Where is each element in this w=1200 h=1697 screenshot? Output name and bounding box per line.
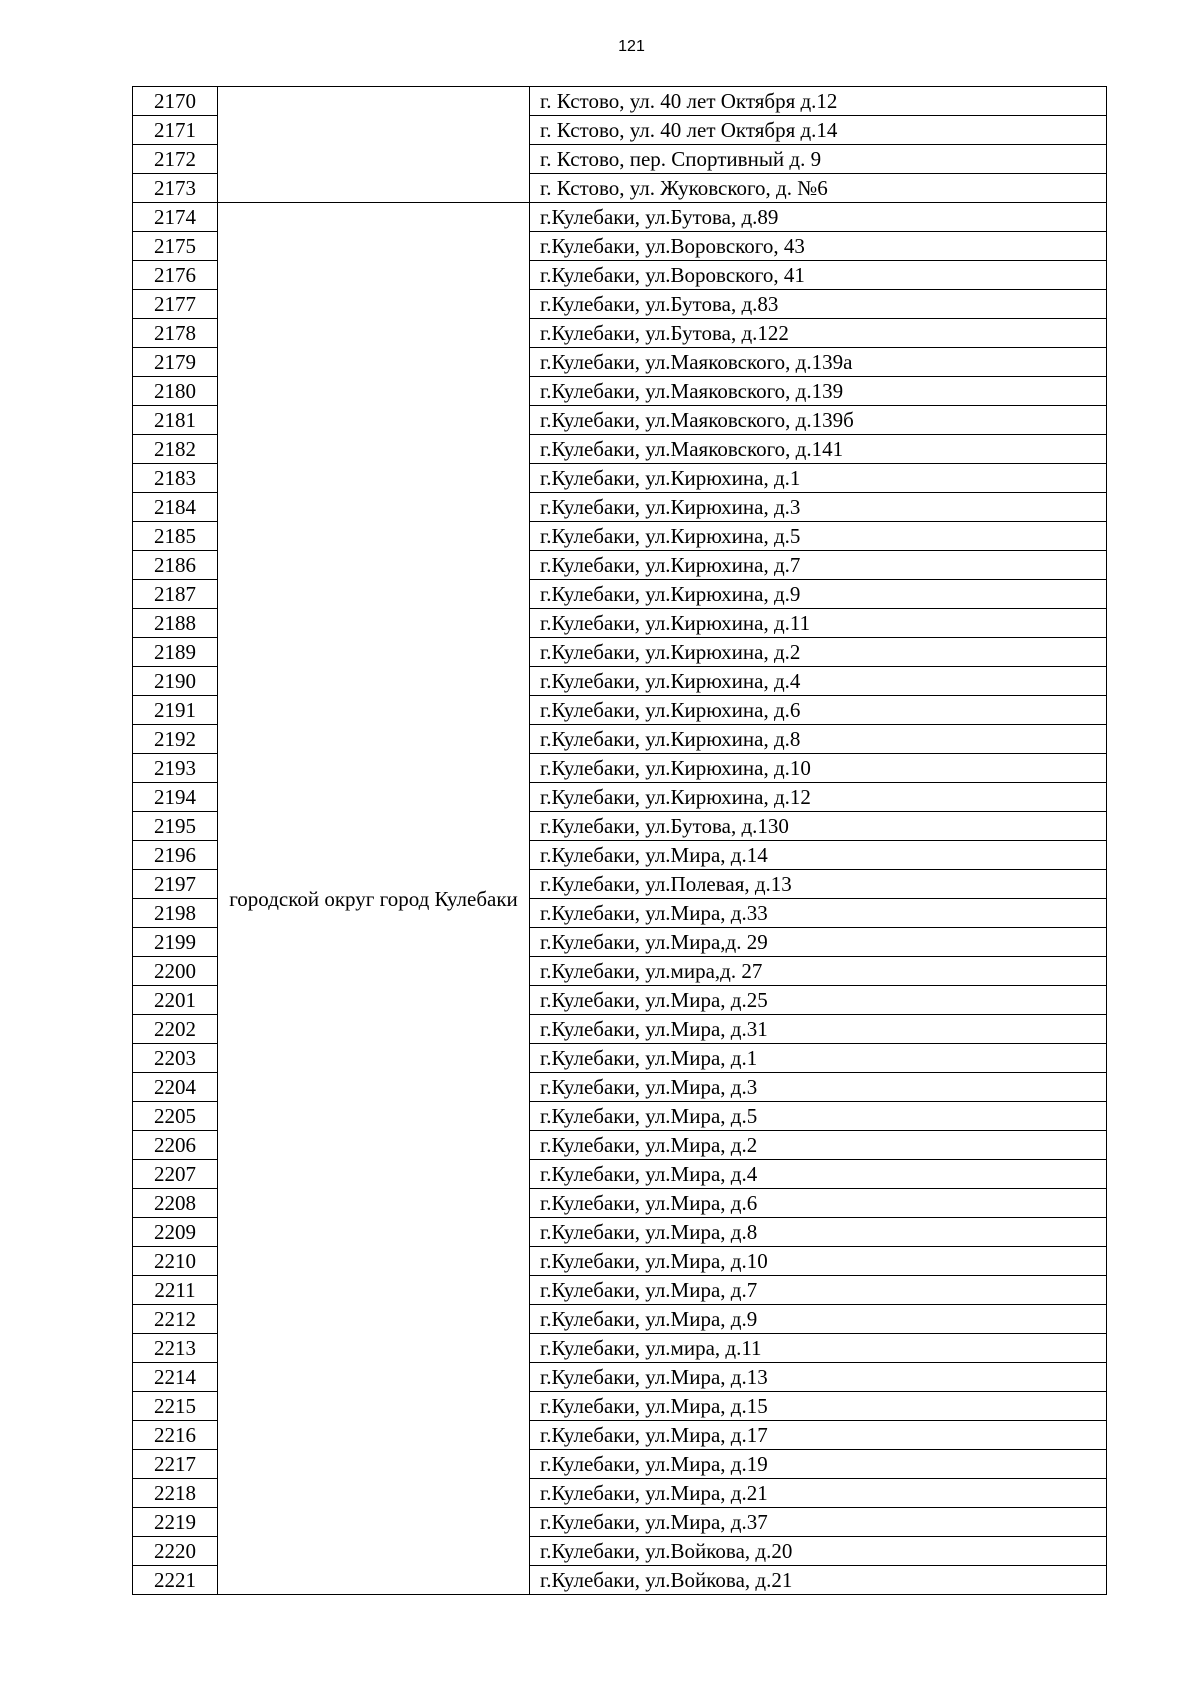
row-number: 2218 (133, 1479, 218, 1508)
row-number: 2199 (133, 928, 218, 957)
row-number: 2180 (133, 377, 218, 406)
address-cell: г.Кулебаки, ул.Кирюхина, д.9 (530, 580, 1107, 609)
row-number: 2194 (133, 783, 218, 812)
address-cell: г.Кулебаки, ул.Мира, д.21 (530, 1479, 1107, 1508)
row-number: 2207 (133, 1160, 218, 1189)
page-number: 121 (618, 38, 645, 55)
row-number: 2206 (133, 1131, 218, 1160)
address-cell: г.Кулебаки, ул.Мира, д.8 (530, 1218, 1107, 1247)
address-cell: г.Кулебаки, ул.Кирюхина, д.7 (530, 551, 1107, 580)
row-number: 2173 (133, 174, 218, 203)
address-cell: г.Кулебаки, ул.Маяковского, д.139 (530, 377, 1107, 406)
row-number: 2197 (133, 870, 218, 899)
address-cell: г.Кулебаки, ул.мира, д.11 (530, 1334, 1107, 1363)
row-number: 2210 (133, 1247, 218, 1276)
row-number: 2215 (133, 1392, 218, 1421)
row-number: 2172 (133, 145, 218, 174)
row-number: 2202 (133, 1015, 218, 1044)
row-number: 2178 (133, 319, 218, 348)
address-cell: г.Кулебаки, ул.Маяковского, д.141 (530, 435, 1107, 464)
address-table-body (133, 87, 1107, 1595)
row-number: 2176 (133, 261, 218, 290)
row-number: 2177 (133, 290, 218, 319)
row-number: 2182 (133, 435, 218, 464)
row-number: 2181 (133, 406, 218, 435)
row-number: 2200 (133, 957, 218, 986)
row-number: 2170 (133, 87, 218, 116)
address-cell: г.Кулебаки, ул.Мира, д.6 (530, 1189, 1107, 1218)
table-row (133, 203, 1107, 232)
row-number: 2183 (133, 464, 218, 493)
row-number: 2220 (133, 1537, 218, 1566)
row-number: 2188 (133, 609, 218, 638)
address-cell: г.Кулебаки, ул.Кирюхина, д.6 (530, 696, 1107, 725)
address-cell: г.Кулебаки, ул.Бутова, д.130 (530, 812, 1107, 841)
address-cell: г.Кулебаки, ул.Воровского, 41 (530, 261, 1107, 290)
row-number: 2179 (133, 348, 218, 377)
address-cell: г.Кулебаки, ул.Мира, д.17 (530, 1421, 1107, 1450)
row-number: 2174 (133, 203, 218, 232)
address-cell: г. Кстово, ул. 40 лет Октября д.12 (530, 87, 1107, 116)
row-number: 2209 (133, 1218, 218, 1247)
address-cell: г. Кстово, ул. 40 лет Октября д.14 (530, 116, 1107, 145)
row-number: 2211 (133, 1276, 218, 1305)
address-cell: г.Кулебаки, ул.Мира, д.3 (530, 1073, 1107, 1102)
municipality-cell (218, 87, 530, 203)
address-cell: г.Кулебаки, ул.Бутова, д.89 (530, 203, 1107, 232)
row-number: 2196 (133, 841, 218, 870)
address-cell: г.Кулебаки, ул.Мира, д.15 (530, 1392, 1107, 1421)
address-cell: г.Кулебаки, ул.Кирюхина, д.12 (530, 783, 1107, 812)
address-cell: г.Кулебаки, ул.Кирюхина, д.5 (530, 522, 1107, 551)
address-cell: г.Кулебаки, ул.Кирюхина, д.1 (530, 464, 1107, 493)
address-cell: г.Кулебаки, ул.Кирюхина, д.2 (530, 638, 1107, 667)
address-cell: г. Кстово, ул. Жуковского, д. №6 (530, 174, 1107, 203)
address-cell: г.Кулебаки, ул.Войкова, д.21 (530, 1566, 1107, 1595)
address-cell: г.Кулебаки, ул.Воровского, 43 (530, 232, 1107, 261)
address-cell: г.Кулебаки, ул.Мира, д.33 (530, 899, 1107, 928)
municipality-cell: городской округ город Кулебаки (218, 203, 530, 1595)
row-number: 2201 (133, 986, 218, 1015)
row-number: 2217 (133, 1450, 218, 1479)
row-number: 2205 (133, 1102, 218, 1131)
row-number: 2216 (133, 1421, 218, 1450)
row-number: 2185 (133, 522, 218, 551)
address-cell: г.Кулебаки, ул.Мира, д.2 (530, 1131, 1107, 1160)
row-number: 2186 (133, 551, 218, 580)
address-cell: г.Кулебаки, ул.Кирюхина, д.4 (530, 667, 1107, 696)
row-number: 2219 (133, 1508, 218, 1537)
row-number: 2190 (133, 667, 218, 696)
address-cell: г.Кулебаки, ул.Мира, д.1 (530, 1044, 1107, 1073)
address-cell: г.Кулебаки, ул.Мира,д. 29 (530, 928, 1107, 957)
row-number: 2204 (133, 1073, 218, 1102)
row-number: 2198 (133, 899, 218, 928)
address-cell: г.Кулебаки, ул.Мира, д.7 (530, 1276, 1107, 1305)
address-cell: г. Кстово, пер. Спортивный д. 9 (530, 145, 1107, 174)
address-cell: г.Кулебаки, ул.Мира, д.31 (530, 1015, 1107, 1044)
address-cell: г.Кулебаки, ул.Войкова, д.20 (530, 1537, 1107, 1566)
row-number: 2192 (133, 725, 218, 754)
address-cell: г.Кулебаки, ул.Маяковского, д.139б (530, 406, 1107, 435)
row-number: 2214 (133, 1363, 218, 1392)
address-cell: г.Кулебаки, ул.Мира, д.14 (530, 841, 1107, 870)
address-cell: г.Кулебаки, ул.Мира, д.10 (530, 1247, 1107, 1276)
row-number: 2187 (133, 580, 218, 609)
row-number: 2208 (133, 1189, 218, 1218)
row-number: 2212 (133, 1305, 218, 1334)
row-number: 2213 (133, 1334, 218, 1363)
address-cell: г.Кулебаки, ул.Мира, д.5 (530, 1102, 1107, 1131)
row-number: 2221 (133, 1566, 218, 1595)
address-cell: г.Кулебаки, ул.Мира, д.13 (530, 1363, 1107, 1392)
row-number: 2195 (133, 812, 218, 841)
address-cell: г.Кулебаки, ул.Мира, д.25 (530, 986, 1107, 1015)
address-cell: г.Кулебаки, ул.мира,д. 27 (530, 957, 1107, 986)
address-cell: г.Кулебаки, ул.Маяковского, д.139а (530, 348, 1107, 377)
row-number: 2171 (133, 116, 218, 145)
address-cell: г.Кулебаки, ул.Мира, д.9 (530, 1305, 1107, 1334)
address-cell: г.Кулебаки, ул.Кирюхина, д.11 (530, 609, 1107, 638)
address-cell: г.Кулебаки, ул.Мира, д.4 (530, 1160, 1107, 1189)
address-cell: г.Кулебаки, ул.Полевая, д.13 (530, 870, 1107, 899)
address-cell: г.Кулебаки, ул.Бутова, д.83 (530, 290, 1107, 319)
row-number: 2175 (133, 232, 218, 261)
address-cell: г.Кулебаки, ул.Бутова, д.122 (530, 319, 1107, 348)
row-number: 2184 (133, 493, 218, 522)
row-number: 2203 (133, 1044, 218, 1073)
row-number: 2189 (133, 638, 218, 667)
address-cell: г.Кулебаки, ул.Кирюхина, д.8 (530, 725, 1107, 754)
address-cell: г.Кулебаки, ул.Мира, д.19 (530, 1450, 1107, 1479)
address-cell: г.Кулебаки, ул.Мира, д.37 (530, 1508, 1107, 1537)
row-number: 2193 (133, 754, 218, 783)
address-table (132, 86, 1107, 1595)
table-row (133, 87, 1107, 116)
address-cell: г.Кулебаки, ул.Кирюхина, д.10 (530, 754, 1107, 783)
address-cell: г.Кулебаки, ул.Кирюхина, д.3 (530, 493, 1107, 522)
row-number: 2191 (133, 696, 218, 725)
